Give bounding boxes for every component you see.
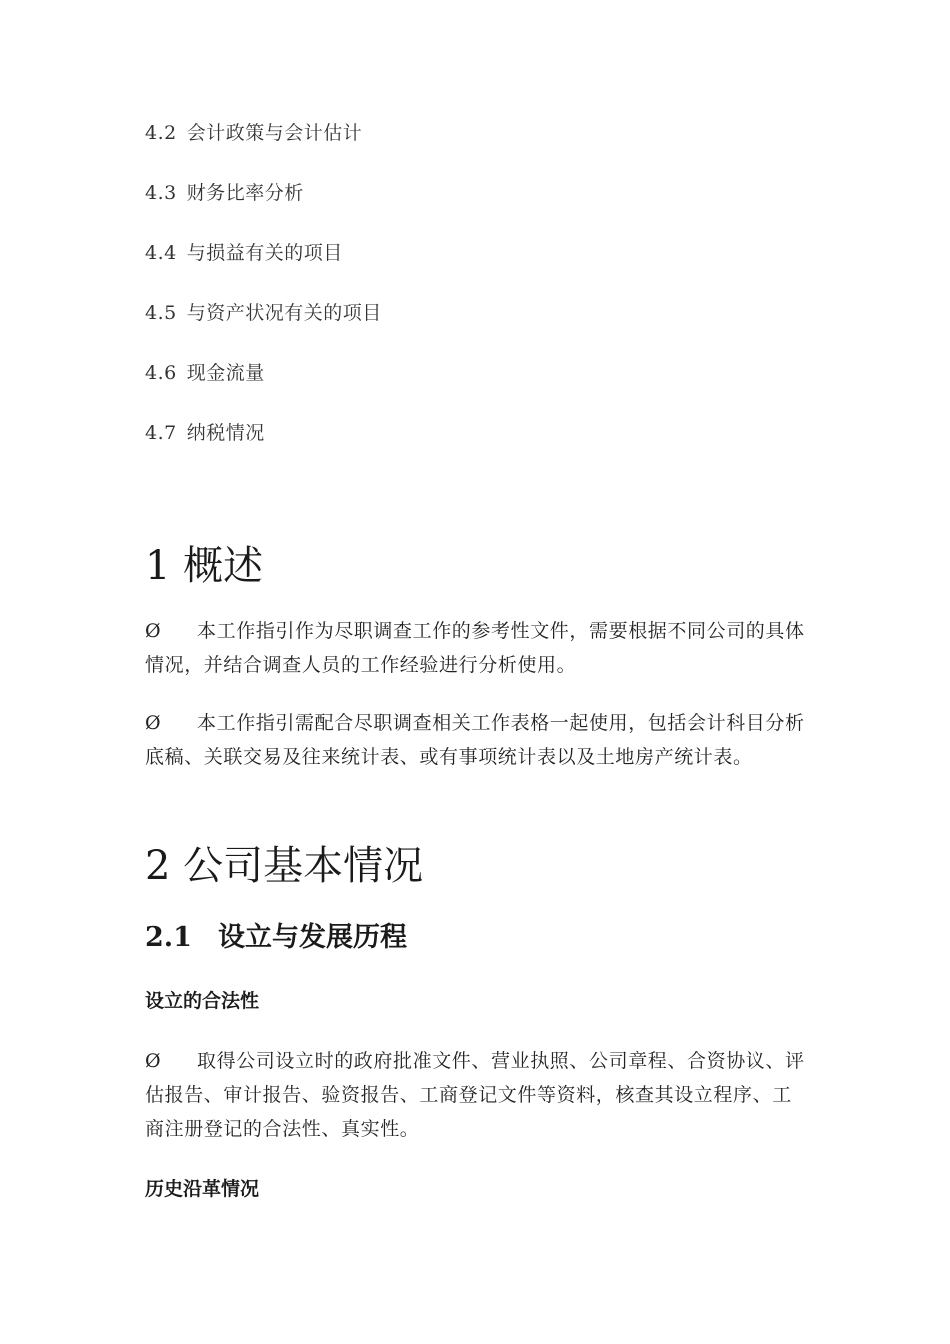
toc-item[interactable]: 4.4 与损益有关的项目 (145, 242, 343, 264)
bullet-marker: Ø (145, 1050, 162, 1072)
section-1-heading: 1 概述 (145, 543, 264, 589)
paragraph-text: 本工作指引需配合尽职调查相关工作表格一起使用，包括会计科目分析底稿、关联交易及往来统计表、或有事项统计表以及土地房产统计表。 (145, 712, 805, 768)
bullet-marker: Ø (145, 712, 162, 734)
section-2-heading: 2 公司基本情况 (145, 843, 424, 889)
paragraph-text: 本工作指引作为尽职调查工作的参考性文件，需要根据不同公司的具体情况，并结合调查人员的工作经验进行分析使用。 (145, 620, 805, 676)
subsection-2-1-heading: 2.1 设立与发展历程 (145, 922, 407, 953)
table-of-contents (145, 118, 382, 478)
section-1-paragraph-2 (145, 706, 810, 774)
toc-item[interactable]: 4.3 财务比率分析 (145, 182, 304, 204)
paragraph-text: 取得公司设立时的政府批准文件、营业执照、公司章程、合资协议、评估报告、审计报告、验资报告、工商登记文件等资料，核查其设立程序、工商注册登记的合法性、真实性。 (145, 1050, 805, 1140)
toc-item[interactable]: 4.7 纳税情况 (145, 422, 265, 444)
toc-item[interactable]: 4.6 现金流量 (145, 362, 265, 384)
history-heading: 历史沿革情况 (145, 1178, 260, 1200)
section-1-paragraph-1 (145, 614, 810, 682)
legality-heading: 设立的合法性 (145, 990, 260, 1012)
legality-paragraph (145, 1044, 810, 1146)
toc-item[interactable]: 4.2 会计政策与会计估计 (145, 122, 363, 144)
toc-item[interactable]: 4.5 与资产状况有关的项目 (145, 302, 382, 324)
bullet-marker: Ø (145, 620, 162, 642)
